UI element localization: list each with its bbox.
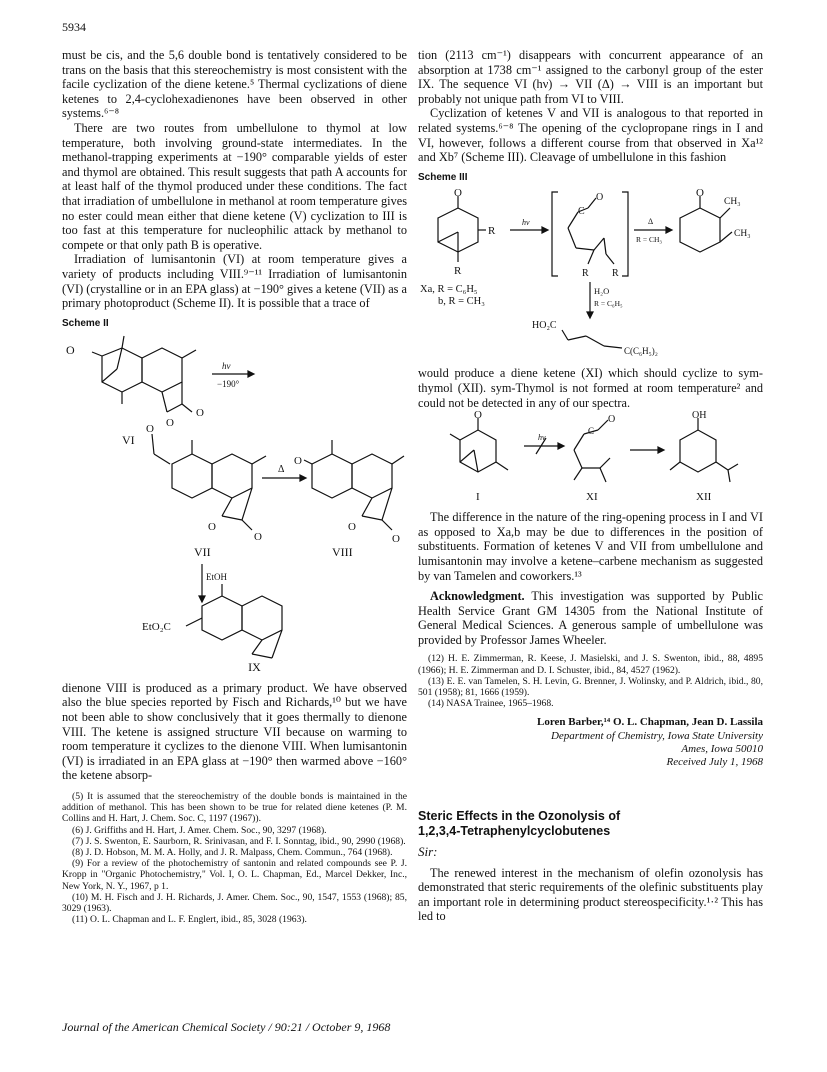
- paragraph: dienone VIII is produced as a primary product. We have observed also the blue species reported by Fisch and Richards,¹⁰ but we have not been able to show conclusively that it goes thermally to dienone VIII. The ketene is assigned structure VII because on warming to room temperature it cyclizes to the dienone VIII. When lumisantonin (VI) is irradiated in an EPA glass at −190° then warmed above −160° the ketene absorp-: [62, 680, 407, 783]
- ack-body: This investigation was supported by Public Health Service Grant GM 14305 from the National Institute of General Medical Sciences. A generous sample of umbellulone was provided by Professor James Wheeler.: [418, 589, 763, 647]
- paragraph: would produce a diene ketene (XI) which should cyclize to sym-thymol (XII). sym-Thymol is not formed at room temperature² and could not be detected in any of our spectra.: [418, 366, 763, 410]
- page-number: 5934: [62, 20, 86, 34]
- compound-label-xii: XII: [696, 491, 712, 504]
- arrowhead: [248, 371, 254, 377]
- paragraph: tion (2113 cm⁻¹) disappears with concurrent appearance of an absorption at 1738 cm⁻¹ assigned to the carbonyl group of the ester IX. The sequence VI (hν) → VII (Δ) → VIII is an important but probably not unique path from VI to VIII.: [418, 48, 763, 106]
- paragraph: must be cis, and the 5,6 double bond is tentatively considered to be trans on the basis that this stereochemistry is most consistent with the facile cyclization of the diene ketene.⁵ Thermal cyclizations of diene ketenes to 2,4-cyclohexadienones have been observed in other systems.⁶⁻⁸: [62, 48, 407, 121]
- hv-label: hν: [222, 361, 231, 372]
- compound-label-vi: VI: [122, 433, 135, 448]
- article-title-line: Steric Effects in the Ozonolysis of: [418, 809, 621, 824]
- structure-acid: [532, 320, 658, 356]
- atom-label: O: [66, 343, 75, 358]
- h2o-label: H₂O: [594, 286, 610, 297]
- paragraph: Cyclization of ketenes V and VII is analogous to that reported in related systems.⁶⁻⁸ The opening of the cyclopropane rings in I and VI, however, follows a different course from that observed in Xa¹² and Xb⁷ (Scheme III). Cleavage of umbellulone in this fashion: [418, 106, 763, 165]
- eto2c-label: EtO₂C: [142, 621, 171, 634]
- atom-label: R: [454, 265, 462, 278]
- ho2c-label: HO₂C: [532, 320, 557, 332]
- compound-label-xi: XI: [586, 491, 598, 504]
- footnote: (12) H. E. Zimmerman, R. Keese, J. Masielski, and J. S. Swenton, ibid., 88, 4895 (1966); H. E. Zimmerman and D. I. Schuster, ibid., 84, 4527 (1962).: [418, 653, 763, 676]
- atom-label: O: [392, 533, 400, 546]
- footnote: (7) J. S. Swenton, E. Saurborn, R. Srinivasan, and F. I. Sonntag, ibid., 90, 2990 (1968).: [72, 835, 406, 847]
- atom-label: C: [578, 206, 585, 218]
- ch3-label: CH₃: [734, 229, 751, 240]
- atom-label: O: [596, 192, 604, 204]
- footnotes-right: [418, 653, 763, 709]
- atom-label: O: [294, 455, 302, 468]
- xb-label: b, R = CH₃: [438, 296, 485, 308]
- affiliation: Department of Chemistry, Iowa State University: [550, 730, 763, 743]
- scheme-iii-diagram: [418, 188, 763, 358]
- cc6h5-label: C(C₆H₅)₂: [624, 346, 658, 357]
- atom-label: R: [612, 268, 619, 280]
- oh-label: OH: [692, 410, 707, 422]
- structure-ix: [142, 584, 282, 658]
- atom-label: O: [254, 531, 262, 544]
- structure-vii: [146, 423, 266, 559]
- atom-label: O: [696, 188, 704, 200]
- structure-viii: [294, 440, 404, 559]
- atom-label: R: [488, 225, 496, 238]
- scheme-iv-diagram: [418, 410, 763, 506]
- atom-label: O: [196, 407, 204, 420]
- paragraph: There are two routes from umbellulone to thymol at low temperature, both involving ground-state intermediates. In the methanol-trapping experiments at −190° comparable yields of ester and thymol are obtained. This result suggests that path A accounts for at least half of the thymol produced under these conditions. The fact that irradiation of umbellulone in methanol at room temperature gives no ester could mean either that diene ketene (V) cyclization to III is too fast at this temperature for nucleophilic attack by methanol to compete or that only path B is operative.: [62, 120, 407, 252]
- atom-label: O: [166, 417, 174, 430]
- paragraph: The difference in the nature of the ring-opening process in I and VI as opposed to Xa,b may be due to differences in the position of substituents. Formation of ketenes V and VII from umbellulone and lumisantonin may involve a ketene–carbene mechanism as suggested by van Tamelen and coworkers.¹³: [418, 510, 763, 583]
- intermediate-ketene: [568, 192, 619, 279]
- footnote: (14) NASA Trainee, 1965–1968.: [428, 698, 554, 710]
- arrowhead: [666, 227, 672, 233]
- paragraph: Irradiation of lumisantonin (VI) at room temperature gives a variety of products including VIII.⁹⁻¹¹ Irradiation of lumisantonin (VI) (crystalline or in an EPA glass) at −190° gives a ketene (VII) as a primary photoproduct (Scheme II). It is possible that a trace of: [62, 252, 407, 311]
- right-column: [418, 48, 763, 924]
- structure-vi: [66, 336, 204, 447]
- scheme-iii-label: Scheme III: [418, 171, 468, 183]
- temp-label: −190°: [217, 379, 240, 390]
- footnote: (10) M. H. Fisch and J. H. Richards, J. Amer. Chem. Soc., 90, 1547, 1553 (1968); 85, 3029 (1963).: [62, 891, 407, 915]
- delta-label: Δ: [648, 217, 654, 227]
- bracket-left: [552, 192, 558, 276]
- atom-label: O: [208, 521, 216, 534]
- structure-xi: [574, 414, 615, 503]
- bracket-right: [622, 192, 628, 276]
- arrowhead: [542, 227, 548, 233]
- footnotes-left: [62, 791, 407, 925]
- structure-xii: [670, 410, 738, 503]
- rch3-label: R = CH₃: [636, 235, 663, 245]
- structure-i: [450, 410, 508, 503]
- compound-label-ix: IX: [248, 660, 261, 675]
- journal-footer: Journal of the American Chemical Society / 90:21 / October 9, 1968: [62, 1020, 391, 1034]
- scheme-ii-label: Scheme II: [62, 317, 109, 329]
- article-title-line: 1,2,3,4-Tetraphenylcyclobutenes: [418, 824, 611, 839]
- atom-label: C: [588, 426, 595, 437]
- ch3-label: CH₃: [724, 197, 741, 208]
- footnote: (5) It is assumed that the stereochemistry of the double bonds is maintained in the addition of methanol. This has been shown to be true for related diene ketenes (P. M. Collins and H. Hart, J. Chem. Soc. C, 1197 (1967)).: [62, 791, 407, 825]
- delta-label: Δ: [278, 464, 285, 476]
- compound-label-i: I: [476, 491, 480, 504]
- footnote: (13) E. E. van Tamelen, S. H. Levin, G. Brenner, J. Wolinsky, and P. Aldrich, ibid., 80, 501 (1958); 81, 1666 (1959).: [418, 675, 763, 699]
- left-column: [62, 48, 407, 925]
- acknowledgment: [418, 589, 763, 647]
- atom-label: O: [348, 521, 356, 534]
- compound-label-viii: VIII: [332, 545, 353, 560]
- atom-label: O: [474, 410, 482, 422]
- arrowhead: [658, 447, 664, 453]
- etoh-label: EtOH: [206, 572, 227, 583]
- arrowhead: [558, 443, 564, 449]
- compound-label-vii: VII: [194, 545, 211, 560]
- atom-label: O: [608, 414, 616, 426]
- rc6h5-label: R = C₆H₅: [594, 299, 623, 309]
- footnote: (8) J. D. Hobson, M. M. A. Holly, and J. R. Malpass, Chem. Commun., 764 (1968).: [72, 847, 393, 859]
- atom-label: O: [454, 188, 462, 200]
- hv-label: hν: [522, 218, 530, 228]
- affiliation-city: Ames, Iowa 50010: [681, 743, 763, 756]
- footnote: (6) J. Griffiths and H. Hart, J. Amer. Chem. Soc., 90, 3297 (1968).: [72, 824, 327, 836]
- footnote: (9) For a review of the photochemistry of santonin and related compounds see P. J. Kropp in "Organic Photochemistry," Vol. I, O. L. Chapman, Ed., Marcel Dekker, Inc., New York, N. Y., 1967, p 1.: [62, 858, 407, 892]
- arrowhead: [300, 475, 306, 481]
- hv-label: hν: [538, 433, 546, 443]
- article-title: [418, 809, 763, 839]
- structure-product: [680, 188, 751, 252]
- paragraph: The renewed interest in the mechanism of olefin ozonolysis has demonstrated that steric requirements of the olefinic substituents play an important role in determining product stereospecificity.¹·² This has led to: [418, 865, 763, 924]
- atom-label: R: [582, 268, 589, 280]
- structure-x: [420, 188, 496, 307]
- ack-heading: Acknowledgment.: [430, 589, 525, 604]
- xa-label: Xa, R = C₆H₅: [420, 284, 478, 296]
- salutation: Sir:: [418, 844, 438, 860]
- arrowhead: [199, 596, 205, 602]
- scheme-ii-diagram: [62, 334, 407, 664]
- atom-label: O: [146, 423, 154, 436]
- arrowhead: [587, 312, 593, 318]
- authors: Loren Barber,¹⁴ O. L. Chapman, Jean D. Lassila: [536, 716, 763, 729]
- received-date: Received July 1, 1968: [666, 756, 763, 769]
- footnote: (11) O. L. Chapman and L. F. Englert, ibid., 85, 3028 (1963).: [72, 914, 307, 926]
